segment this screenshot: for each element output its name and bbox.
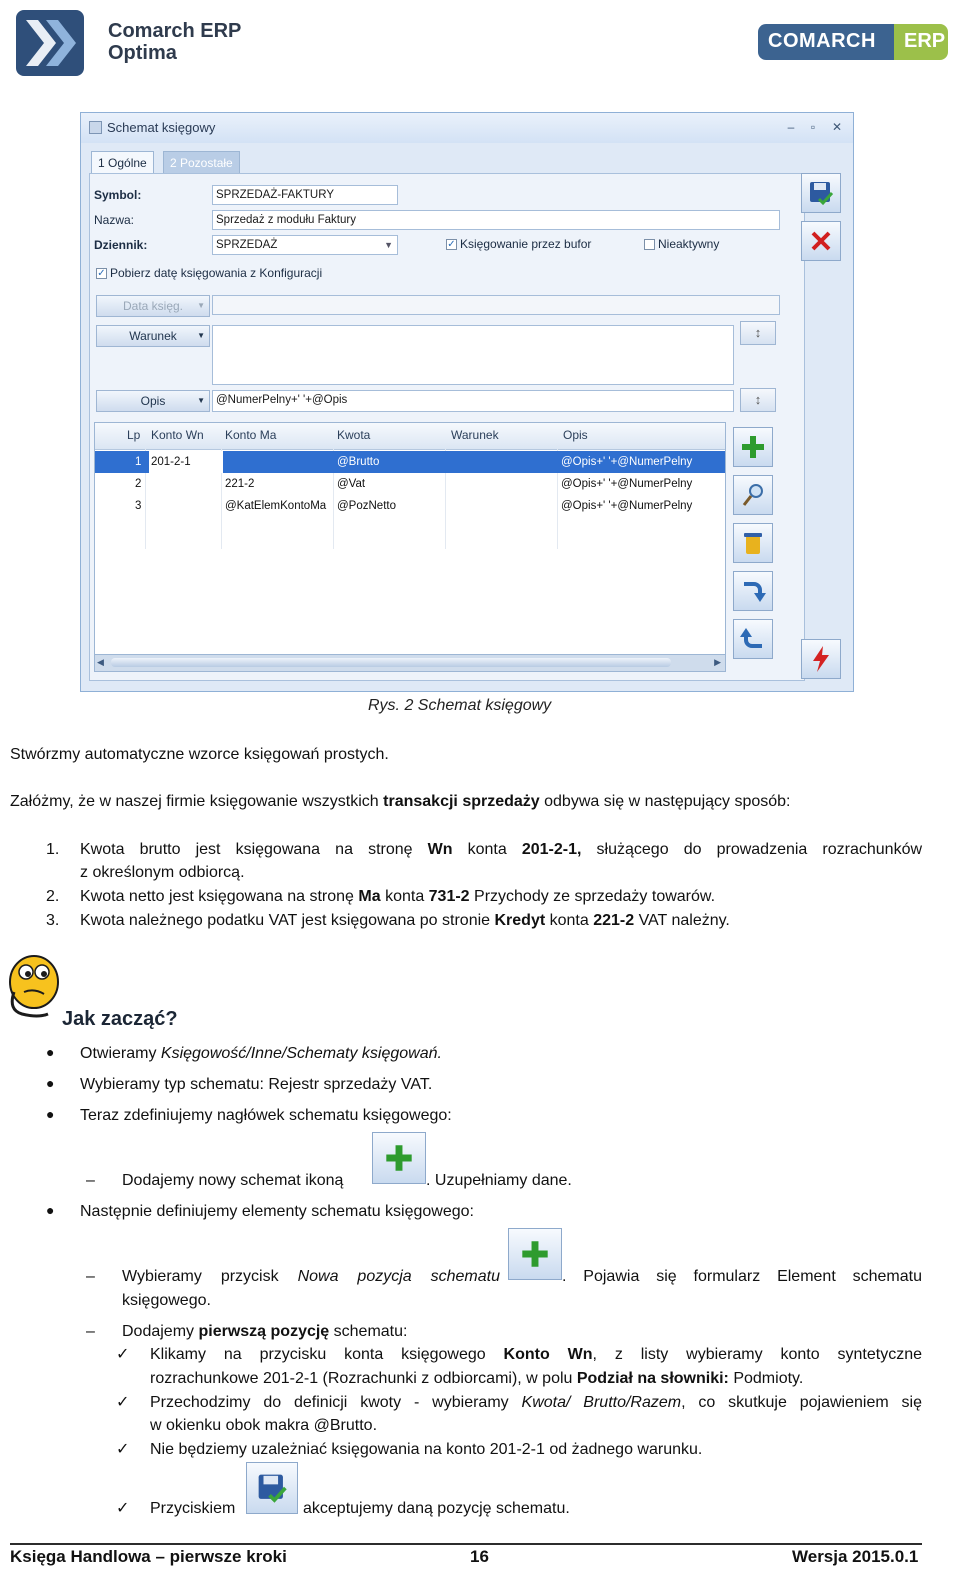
col-opis[interactable]: Opis xyxy=(563,428,588,442)
accept-position-icon xyxy=(246,1462,298,1514)
scrollbar-thumb[interactable] xyxy=(111,658,671,667)
list-text: Kwota brutto jest księgowana na stronę xyxy=(80,841,428,858)
check-text: rozrachunkowe 201-2-1 (Rozrachunki z odbiorcami), w polu xyxy=(150,1370,577,1387)
comarch-optima-logo-mark xyxy=(14,8,86,83)
logo-line-2: Optima xyxy=(108,42,177,64)
col-warunek[interactable]: Warunek xyxy=(451,428,499,442)
scroll-left-icon[interactable]: ◀ xyxy=(97,657,104,667)
cell-lp: 2 xyxy=(135,478,142,490)
opis-button[interactable] xyxy=(96,390,210,412)
ksiegowanie-bufor-checkbox[interactable]: ✓ xyxy=(447,239,456,250)
pobierz-date-checkbox[interactable]: ✓ xyxy=(97,268,106,279)
footer-version: Wersja 2015.0.1 xyxy=(792,1547,919,1566)
list-bold: Ma xyxy=(358,888,381,905)
dziennik-label: Dziennik: xyxy=(94,238,148,252)
chevron-down-icon: ▼ xyxy=(197,331,205,340)
edit-condition-icon[interactable]: ↕ xyxy=(740,321,776,345)
floppy-save-icon xyxy=(807,179,835,207)
list-text: konta xyxy=(452,841,522,858)
lightning-icon xyxy=(810,645,832,673)
list-text: służącego do prowadzenia rozrachunków xyxy=(581,841,923,858)
erp-logo-text: ERP xyxy=(904,30,946,52)
magnifier-icon xyxy=(740,482,766,508)
comarch-erp-logo xyxy=(758,22,948,62)
dash-marker: – xyxy=(86,1268,95,1285)
dash-text-a: Wybieramy przycisk xyxy=(122,1268,298,1285)
bullet-italic: Księgowość/Inne/Schematy księgowań. xyxy=(160,1045,442,1062)
check-item xyxy=(150,1343,922,1366)
assumption-text-c: odbywa się w następujący sposób: xyxy=(539,793,791,810)
tab-pozostale[interactable] xyxy=(163,151,240,174)
add-schema-icon xyxy=(372,1132,426,1184)
opis-label: Opis xyxy=(140,394,166,408)
warunek-textarea[interactable] xyxy=(212,325,734,385)
check-text: Przechodzimy do definicji kwoty - wybieramy xyxy=(150,1394,522,1411)
grid-header xyxy=(95,423,725,450)
check-bold: Konto Wn xyxy=(503,1346,593,1363)
edit-description-icon[interactable]: ↕ xyxy=(740,388,776,412)
nieaktywny-label: Nieaktywny xyxy=(658,237,720,251)
green-plus-icon xyxy=(740,434,766,460)
dziennik-select[interactable] xyxy=(212,235,398,255)
table-row[interactable] xyxy=(95,473,725,495)
col-kwota[interactable]: Kwota xyxy=(337,428,371,442)
list-item xyxy=(80,838,922,861)
dziennik-value: SPRZEDAŻ xyxy=(216,239,278,251)
table-row[interactable] xyxy=(95,451,725,473)
nieaktywny-checkbox[interactable] xyxy=(644,239,655,250)
cell-opis: @Opis+' '+@NumerPelny xyxy=(561,456,693,468)
bullet-dot: ● xyxy=(46,1106,55,1122)
save-button[interactable] xyxy=(801,173,841,213)
green-plus-icon xyxy=(520,1239,550,1269)
check-text: , z listy wybieramy konto syntetyczne xyxy=(592,1346,923,1363)
nazwa-label: Nazwa: xyxy=(94,213,135,227)
check-mark-icon: ✓ xyxy=(116,1500,130,1517)
window-titlebar xyxy=(81,113,853,143)
list-bold: 201-2-1, xyxy=(521,841,582,858)
list-text: konta xyxy=(545,912,594,929)
warunek-button[interactable] xyxy=(96,325,210,347)
figure-caption: Rys. 2 Schemat księgowy xyxy=(368,697,552,714)
add-element-button[interactable] xyxy=(733,427,773,467)
bullet-item xyxy=(80,1042,442,1065)
check-text: Podmioty. xyxy=(728,1370,804,1387)
dash-text-continuation: księgowego. xyxy=(122,1292,211,1309)
maximize-icon[interactable]: ▫ xyxy=(810,120,816,134)
list-text: Przychody ze sprzedaży towarów. xyxy=(469,888,716,905)
dash-marker: – xyxy=(86,1172,95,1189)
check-item: Nie będziemy uzależniać księgowania na konto 201-2-1 od żadnego warunku. xyxy=(150,1441,703,1458)
list-bold: 731-2 xyxy=(428,888,470,905)
delete-element-button[interactable] xyxy=(733,523,773,563)
check-item xyxy=(150,1391,922,1414)
tab-ogolne-label: 1 Ogólne xyxy=(98,156,147,170)
dash-text: . Pojawia się formularz Element schematu xyxy=(562,1268,922,1285)
horizontal-scrollbar[interactable] xyxy=(95,654,725,671)
check-item-continuation xyxy=(150,1367,803,1390)
floppy-save-icon xyxy=(255,1471,289,1505)
footer-title: Księga Handlowa – pierwsze kroki xyxy=(10,1547,287,1566)
assumption-text-bold: transakcji sprzedaży xyxy=(383,793,540,810)
pobierz-date-label: Pobierz datę księgowania z Konfiguracji xyxy=(110,266,323,280)
run-button[interactable] xyxy=(801,639,841,679)
window-app-icon xyxy=(89,121,102,134)
cell-kwota: @Brutto xyxy=(337,456,380,468)
list-text: konta xyxy=(380,888,429,905)
tab-pozostale-label: 2 Pozostałe xyxy=(170,156,233,170)
check-mark-icon: ✓ xyxy=(116,1346,130,1363)
close-icon[interactable]: ✕ xyxy=(831,120,843,134)
dash-text-c: schematu: xyxy=(329,1323,408,1340)
dash-bold: pierwszą pozycję xyxy=(198,1323,330,1340)
green-plus-icon xyxy=(384,1143,414,1173)
comarch-logo-text: COMARCH xyxy=(768,30,876,52)
dash-text xyxy=(122,1265,500,1288)
list-bold: 221-2 xyxy=(593,912,635,929)
logo-line-1: Comarch ERP xyxy=(108,20,242,42)
bullet-item: Wybieramy typ schematu: Rejestr sprzedaży VAT. xyxy=(80,1076,433,1093)
page-number: 16 xyxy=(470,1547,489,1566)
paragraph-assumption xyxy=(10,790,791,813)
list-bold: Kredyt xyxy=(494,912,546,929)
cell-kwota: @PozNetto xyxy=(337,500,396,512)
cell-konto-ma: @KatElemKontoMa xyxy=(225,500,327,512)
minimize-icon[interactable]: – xyxy=(787,120,795,134)
window-title: Schemat księgowy xyxy=(107,120,216,135)
bullet-item: Teraz zdefiniujemy nagłówek schematu księgowego: xyxy=(80,1107,452,1124)
symbol-field[interactable]: SPRZEDAŻ-FAKTURY xyxy=(212,185,398,205)
tab-ogolne[interactable] xyxy=(91,151,154,174)
red-x-icon xyxy=(809,229,833,253)
chevron-down-icon: ▼ xyxy=(197,396,205,405)
thinking-face-icon xyxy=(8,952,64,1037)
move-down-button[interactable] xyxy=(733,571,773,611)
move-up-button[interactable] xyxy=(733,619,773,659)
list-item xyxy=(80,909,730,932)
list-number: 2. xyxy=(46,888,60,905)
ksiegowanie-bufor-label: Księgowanie przez bufor xyxy=(460,237,592,251)
elements-grid xyxy=(94,422,726,672)
data-ksieg-field[interactable] xyxy=(212,295,780,315)
section-heading: Jak zacząć? xyxy=(62,1008,178,1030)
col-lp[interactable]: Lp xyxy=(127,428,141,442)
check-text: Przyciskiem xyxy=(150,1500,236,1517)
dash-text xyxy=(122,1320,407,1343)
cell-lp: 1 xyxy=(135,456,142,468)
list-bold: Wn xyxy=(427,841,453,858)
list-number: 3. xyxy=(46,912,60,929)
check-bold: Podział na słowniki: xyxy=(576,1370,729,1387)
data-ksieg-button[interactable] xyxy=(96,295,210,317)
cell-lp: 3 xyxy=(135,500,142,512)
dash-italic: Nowa pozycja schematu xyxy=(297,1268,500,1285)
comarch-optima-logo-text xyxy=(108,20,241,64)
nazwa-field[interactable]: Sprzedaż z modułu Faktury xyxy=(212,210,780,230)
check-text: Klikamy na przycisku konta księgowego xyxy=(150,1346,504,1363)
new-position-icon xyxy=(508,1228,562,1280)
cell-opis: @Opis+' '+@NumerPelny xyxy=(561,500,693,512)
trash-can-icon xyxy=(741,530,765,556)
bullet-dot: ● xyxy=(46,1075,55,1091)
list-number: 1. xyxy=(46,841,60,858)
dash-marker: – xyxy=(86,1323,95,1340)
bullet-text: Otwieramy xyxy=(80,1045,161,1062)
bullet-item: Następnie definiujemy elementy schematu księgowego: xyxy=(80,1203,474,1220)
paragraph-intro: Stwórzmy automatyczne wzorce księgowań prostych. xyxy=(10,746,389,763)
table-row[interactable] xyxy=(95,495,725,517)
dash-text: Dodajemy nowy schemat ikoną xyxy=(122,1172,344,1189)
chevron-down-icon: ▼ xyxy=(197,301,205,310)
col-konto-ma[interactable]: Konto Ma xyxy=(225,428,277,442)
arrow-down-icon xyxy=(740,578,766,604)
bullet-dot: ● xyxy=(46,1044,55,1060)
scroll-right-icon[interactable]: ▶ xyxy=(714,657,721,667)
cell-opis: @Opis+' '+@NumerPelny xyxy=(561,478,693,490)
footer-rule xyxy=(10,1543,922,1545)
opis-field[interactable]: @NumerPelny+' '+@Opis xyxy=(212,390,734,412)
arrow-up-icon xyxy=(740,626,766,652)
symbol-label: Symbol: xyxy=(94,188,142,202)
cancel-button[interactable] xyxy=(801,221,841,261)
tab-panel xyxy=(89,173,805,681)
check-mark-icon: ✓ xyxy=(116,1441,130,1458)
check-text: akceptujemy daną pozycję schematu. xyxy=(303,1500,570,1517)
schemat-ksiegowy-window xyxy=(80,112,854,692)
cell-konto-wn: 201-2-1 xyxy=(149,451,223,473)
cell-kwota: @Vat xyxy=(337,478,366,490)
list-text: VAT należny. xyxy=(634,912,730,929)
list-text: Kwota należnego podatku VAT jest księgowana po stronie xyxy=(80,912,495,929)
check-item-continuation: w okienku obok makra @Brutto. xyxy=(150,1417,378,1434)
bullet-dot: ● xyxy=(46,1202,55,1218)
chevron-down-icon: ▼ xyxy=(384,240,393,250)
check-italic: Kwota/ Brutto/Razem xyxy=(521,1394,682,1411)
check-mark-icon: ✓ xyxy=(116,1394,130,1411)
assumption-text-a: Załóżmy, że w naszej firmie księgowanie wszystkich xyxy=(10,793,384,810)
list-item xyxy=(80,885,715,908)
data-ksieg-label: Data księg. xyxy=(122,299,184,313)
list-item-continuation: z określonym odbiorcą. xyxy=(80,864,245,881)
check-text: , co skutkuje pojawieniem się xyxy=(681,1394,922,1411)
cell-konto-ma: 221-2 xyxy=(225,478,255,490)
list-text: Kwota netto jest księgowana na stronę xyxy=(80,888,359,905)
dash-text-a: Dodajemy xyxy=(122,1323,199,1340)
warunek-label: Warunek xyxy=(129,329,177,343)
edit-element-button[interactable] xyxy=(733,475,773,515)
dash-text: . Uzupełniamy dane. xyxy=(426,1172,572,1189)
col-konto-wn[interactable]: Konto Wn xyxy=(151,428,204,442)
